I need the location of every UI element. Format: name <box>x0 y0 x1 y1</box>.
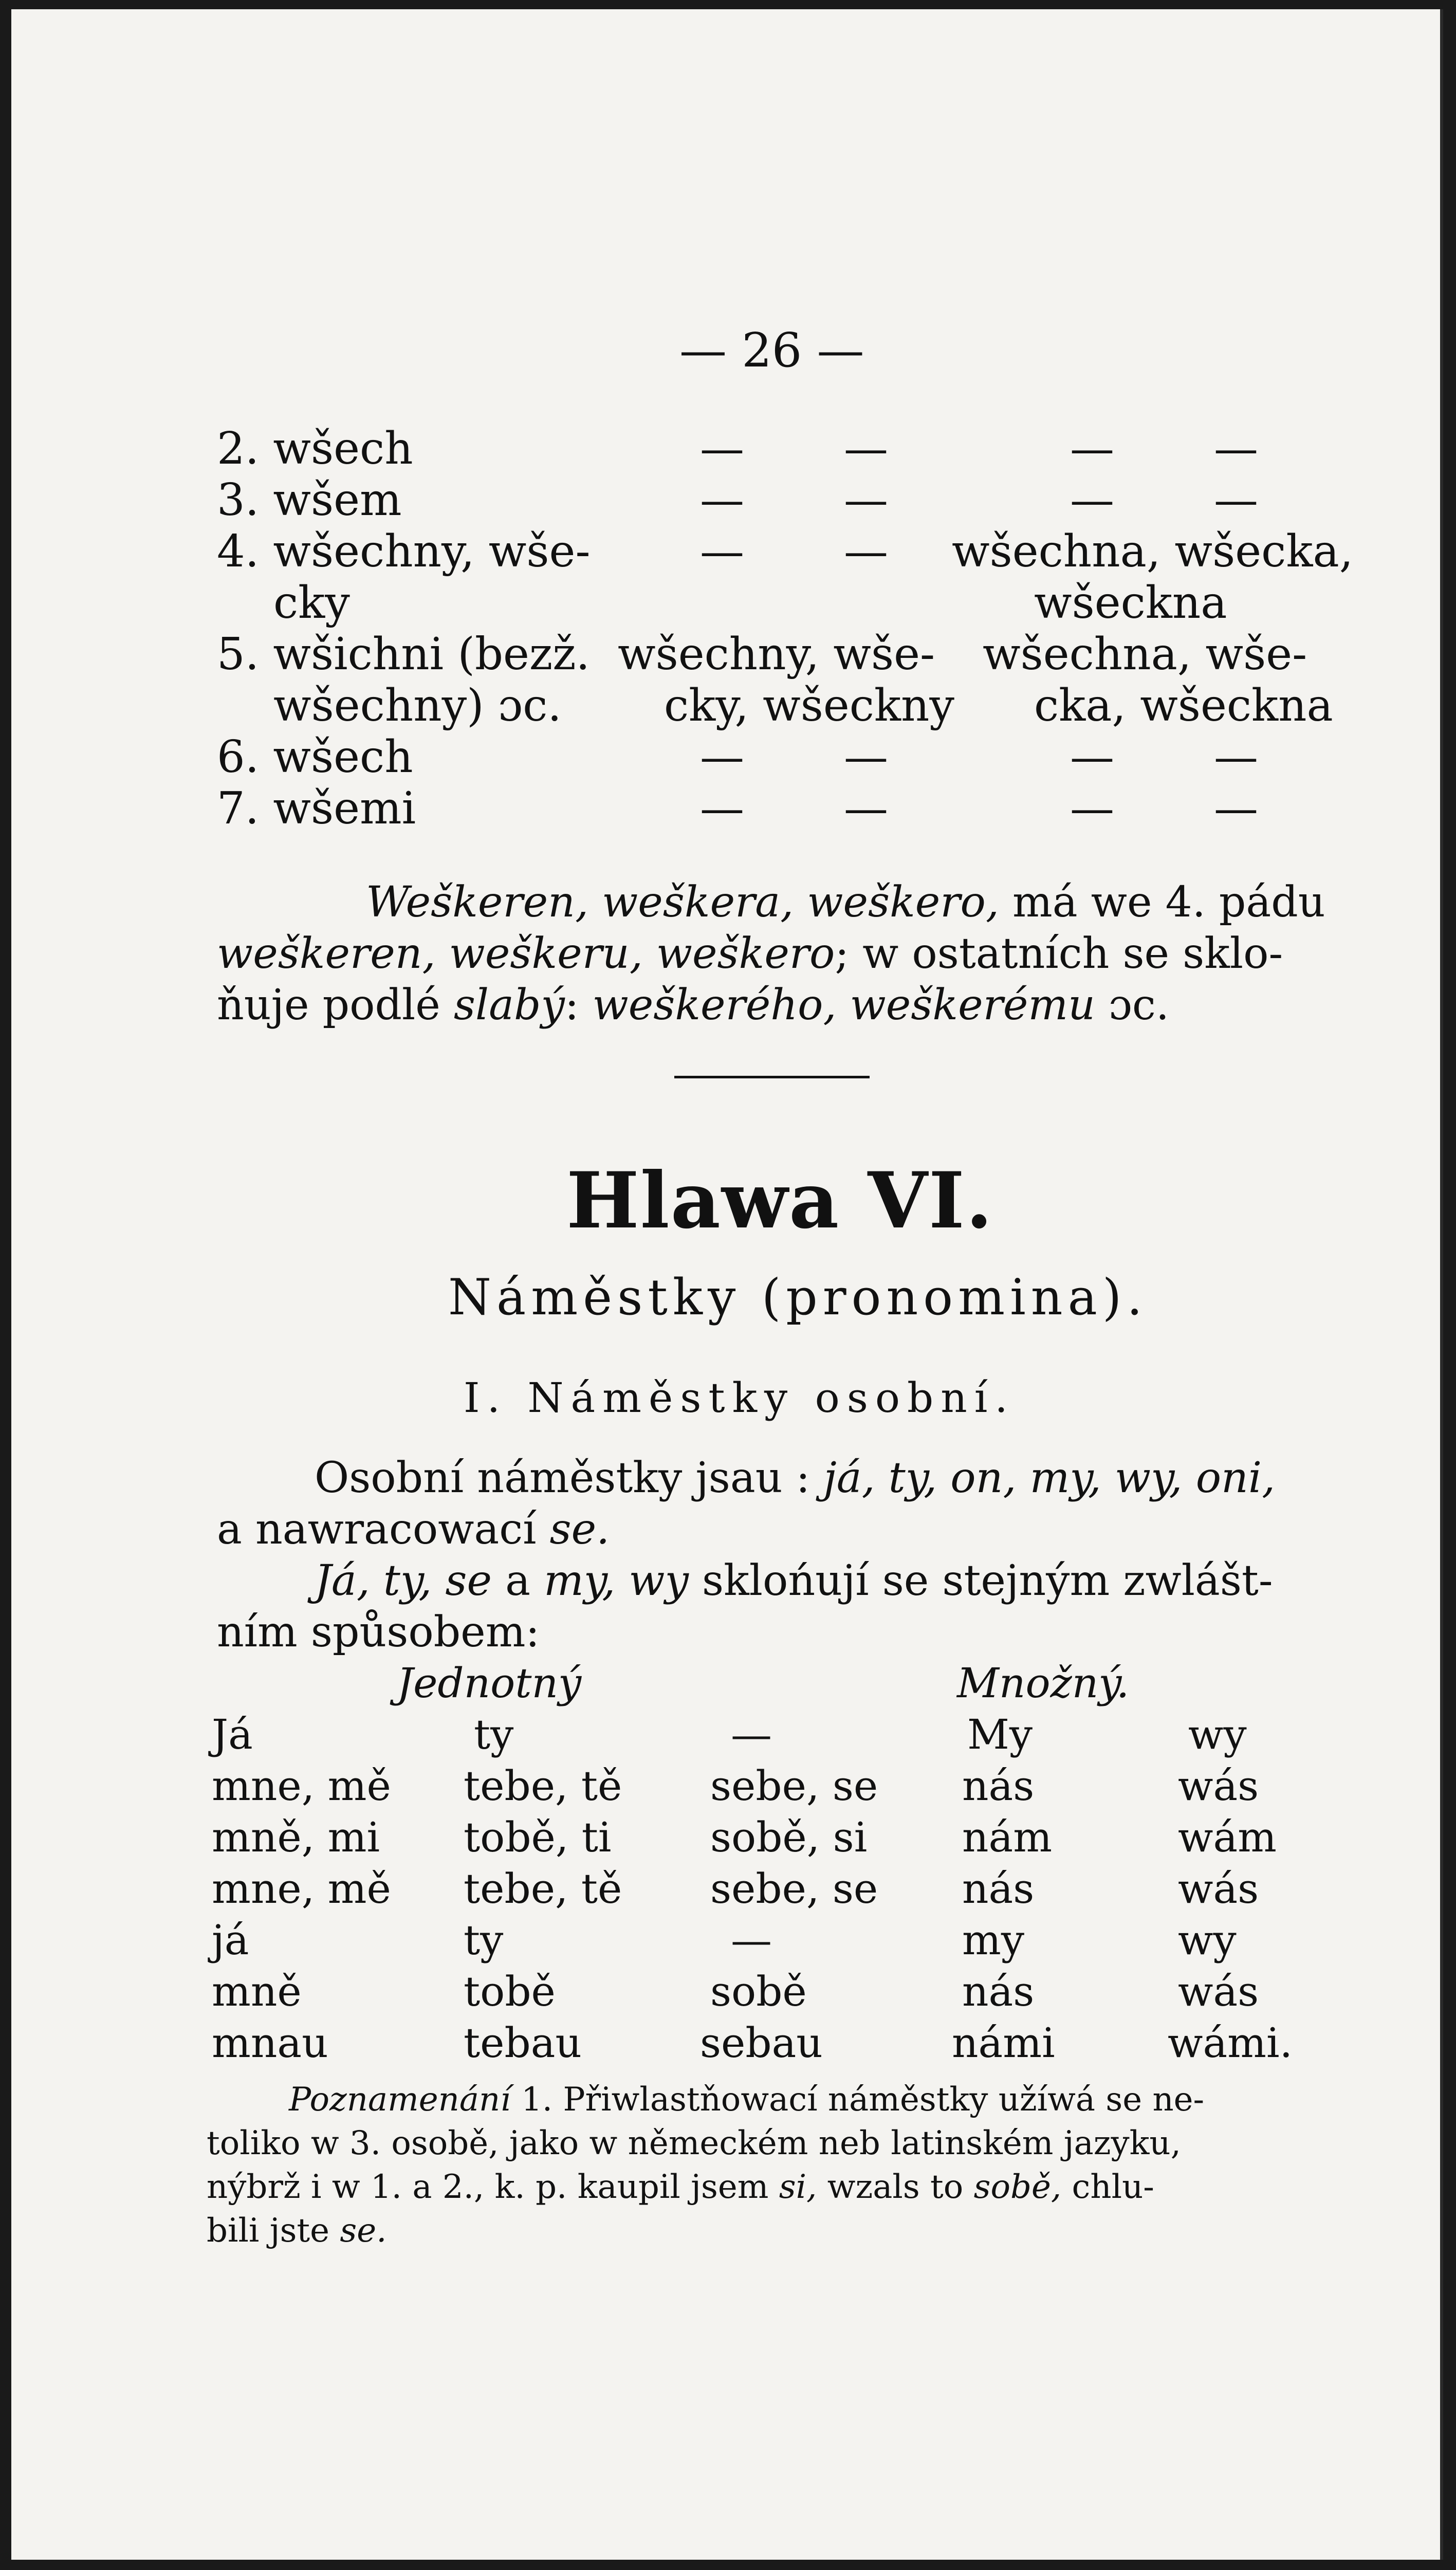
table-cell: — <box>700 526 744 577</box>
table-cell: tobě, ti <box>464 1813 612 1861</box>
text: ňuje podlé <box>217 981 440 1030</box>
text: : <box>564 981 579 1030</box>
table-cell: — <box>1070 783 1114 834</box>
table-cell: nás <box>962 1762 1035 1810</box>
table-cell: — <box>1070 474 1114 526</box>
note-label: Poznamenání <box>289 2081 511 2119</box>
text: wzals to <box>827 2168 964 2206</box>
text: nýbrž i w 1. a 2., k. p. kaupil jsem <box>207 2168 769 2206</box>
table-cell: — <box>1070 731 1114 783</box>
table-cell: sobě <box>710 1968 807 2015</box>
paragraph-line <box>315 1454 1275 1502</box>
table-cell: — <box>844 783 888 834</box>
paragraph-line <box>366 878 1325 927</box>
table-cell: sebe, se <box>710 1865 878 1913</box>
table-cell: wás <box>1178 1865 1259 1913</box>
table-cell: — <box>1214 423 1258 474</box>
italic-text: Weškeren, weškera, weškero, <box>366 878 999 927</box>
table-cell: wšechna, wšecka, <box>952 526 1354 577</box>
table-cell: mne, mě <box>212 1762 391 1810</box>
section-divider <box>674 1076 870 1078</box>
table-cell: wy <box>1178 1916 1237 1964</box>
table-row-label: 7. wšemi <box>217 783 416 834</box>
text: 1. Přiwlastňowací náměstky užíwá se ne- <box>510 2081 1205 2119</box>
section-title: I. Náměstky osobní. <box>464 1374 1015 1422</box>
table-cell: tebe, tě <box>464 1762 622 1810</box>
table-row-label: wšechny) ɔc. <box>273 680 562 731</box>
column-head-singular: Jednotný <box>397 1659 582 1707</box>
chapter-title: Hlawa VI. <box>566 1155 994 1246</box>
table-cell: wy <box>1188 1711 1247 1758</box>
table-cell: mnau <box>212 2019 328 2067</box>
table-cell: — <box>700 474 744 526</box>
table-cell: ty <box>474 1711 514 1758</box>
table-cell: mně <box>212 1968 302 2015</box>
table-cell: — <box>1214 731 1258 783</box>
table-cell: námi <box>952 2019 1055 2067</box>
text: ɔc. <box>1109 981 1169 1030</box>
table-cell: mne, mě <box>212 1865 391 1913</box>
table-cell: wám <box>1178 1813 1277 1861</box>
table-cell: My <box>967 1711 1033 1758</box>
table-cell: cky, wšeckny <box>664 680 955 731</box>
table-cell: — <box>700 423 744 474</box>
table-cell: tebe, tě <box>464 1865 622 1913</box>
table-cell: — <box>700 731 744 783</box>
table-cell: ty <box>464 1916 504 1964</box>
text: ; w ostatních se sklo- <box>835 929 1283 978</box>
table-cell: — <box>844 526 888 577</box>
table-row-label: cky <box>273 577 350 629</box>
italic-text: weškeren, weškeru, weškero <box>217 929 835 978</box>
table-cell: — <box>844 731 888 783</box>
table-cell: nám <box>962 1813 1053 1861</box>
table-cell: tobě <box>464 1968 556 2015</box>
table-cell: wšechna, wše- <box>983 629 1307 680</box>
table-cell: — <box>700 783 744 834</box>
table-cell: cka, wšeckna <box>1034 680 1333 731</box>
table-row-label: 2. wšech <box>217 423 413 474</box>
table-cell: my <box>962 1916 1025 1964</box>
table-cell: wámi. <box>1168 2019 1293 2067</box>
paragraph-line <box>217 929 1283 978</box>
page-number: — 26 — <box>679 323 864 378</box>
italic-text: si, <box>779 2168 817 2206</box>
chapter-subtitle: Náměstky (pronomina). <box>448 1269 1148 1326</box>
text: má we 4. pádu <box>1012 878 1325 927</box>
table-row-label: 5. wšichni (bezž. <box>217 629 590 680</box>
note-line <box>289 2081 1204 2119</box>
text: Osobní náměstky jsau : <box>315 1454 810 1502</box>
text: a nawracowací <box>217 1505 537 1554</box>
table-cell: — <box>844 423 888 474</box>
table-cell: nás <box>962 1865 1035 1913</box>
italic-text: Já, ty, se <box>315 1556 492 1605</box>
italic-text: se. <box>549 1505 610 1554</box>
table-cell: — <box>731 1711 772 1758</box>
table-cell: — <box>1214 474 1258 526</box>
table-cell: tebau <box>464 2019 582 2067</box>
table-cell: — <box>1070 423 1114 474</box>
text: chlu- <box>1072 2168 1154 2206</box>
table-cell: sebe, se <box>710 1762 878 1810</box>
table-row-label: 6. wšech <box>217 731 413 783</box>
column-head-plural: Množný. <box>957 1659 1130 1707</box>
text: sklońují se stejným zwlášt- <box>702 1556 1273 1605</box>
paragraph-line <box>217 1505 610 1554</box>
paragraph-line <box>217 981 1169 1030</box>
table-cell: wšechny, wše- <box>618 629 935 680</box>
book-page <box>11 9 1443 2560</box>
italic-text: se. <box>340 2212 387 2250</box>
table-cell: — <box>844 474 888 526</box>
table-cell: — <box>1214 783 1258 834</box>
note-line <box>207 2212 386 2250</box>
italic-text: my, wy <box>544 1556 689 1605</box>
italic-text: já, ty, on, my, wy, oni, <box>823 1454 1276 1502</box>
table-row-label: 4. wšechny, wše- <box>217 526 591 577</box>
table-cell: mně, mi <box>212 1813 380 1861</box>
table-cell: já <box>212 1916 249 1964</box>
italic-text: slabý <box>453 981 565 1030</box>
italic-text: sobě, <box>973 2168 1062 2206</box>
table-cell: sebau <box>700 2019 823 2067</box>
table-row-label: 3. wšem <box>217 474 402 526</box>
table-cell: wás <box>1178 1762 1259 1810</box>
table-cell: Já <box>212 1711 253 1758</box>
text: a <box>505 1556 530 1605</box>
note-line <box>207 2168 1154 2206</box>
table-cell: sobě, si <box>710 1813 868 1861</box>
table-cell: — <box>731 1916 772 1964</box>
table-cell: nás <box>962 1968 1035 2015</box>
italic-text: weškerého, weškerému <box>592 981 1095 1030</box>
text: bili jste <box>207 2212 329 2250</box>
paragraph-line <box>315 1556 1273 1605</box>
paragraph-line: ním spůsobem: <box>217 1608 540 1657</box>
table-cell: wšeckna <box>1034 577 1227 629</box>
table-cell: wás <box>1178 1968 1259 2015</box>
note-line: toliko w 3. osobě, jako w německém neb latinském jazyku, <box>207 2124 1181 2162</box>
